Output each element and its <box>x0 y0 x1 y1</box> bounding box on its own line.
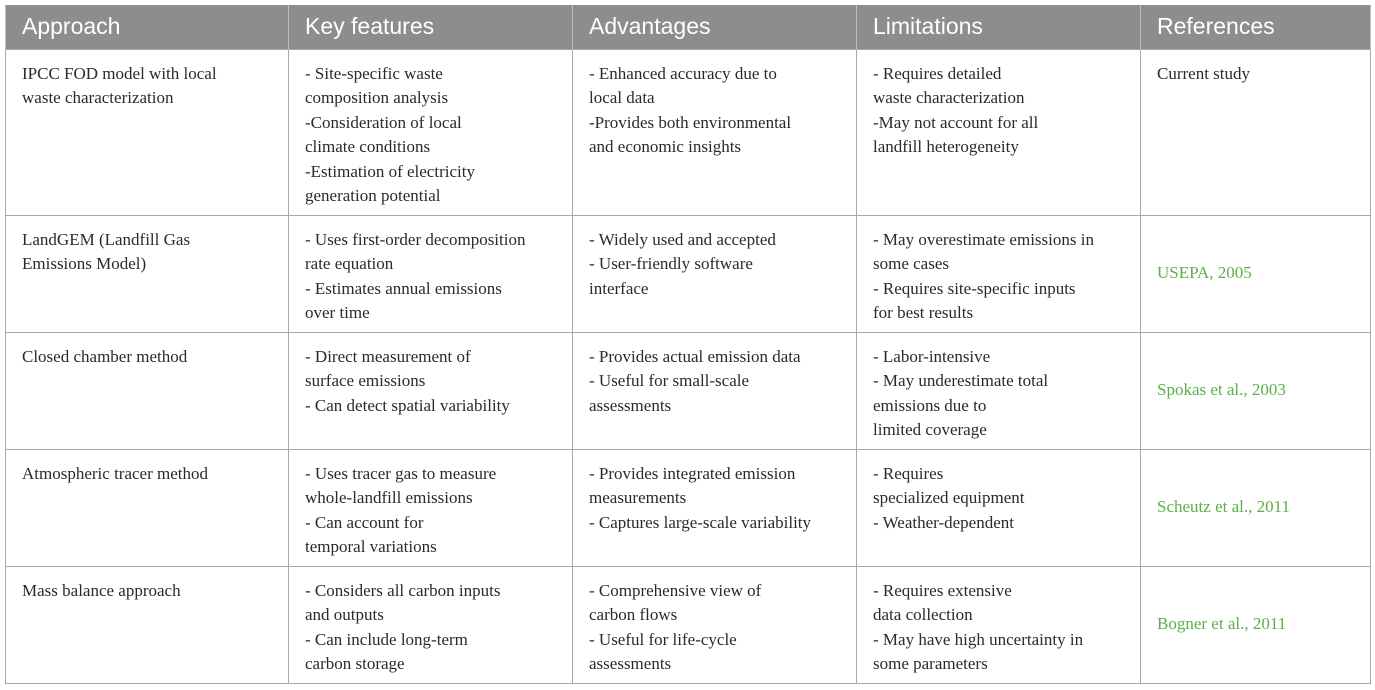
reference-link[interactable]: Spokas et al., 2003 <box>1157 380 1286 400</box>
header-references: References <box>1141 5 1371 49</box>
cell-limitations: - Labor-intensive - May underestimate total emissions due to limited coverage <box>857 332 1141 449</box>
cell-reference <box>1141 449 1371 566</box>
cell-limitations: - Requires specialized equipment - Weather-dependent <box>857 449 1141 566</box>
comparison-table-container <box>5 5 1370 684</box>
table-body <box>6 49 1371 683</box>
cell-features: - Uses tracer gas to measure whole-landfill emissions - Can account for temporal variations <box>289 449 573 566</box>
cell-features: - Considers all carbon inputs and outputs - Can include long-term carbon storage <box>289 566 573 683</box>
cell-advantages: - Comprehensive view of carbon flows - Useful for life-cycle assessments <box>573 566 857 683</box>
header-key-features: Key features <box>289 5 573 49</box>
cell-limitations: - May overestimate emissions in some cases - Requires site-specific inputs for best results <box>857 215 1141 332</box>
cell-approach: LandGEM (Landfill Gas Emissions Model) <box>6 215 289 332</box>
cell-advantages: - Provides actual emission data - Useful for small-scale assessments <box>573 332 857 449</box>
header-row <box>6 5 1371 49</box>
table-row <box>6 215 1371 332</box>
cell-reference: Current study <box>1141 49 1371 215</box>
header-advantages: Advantages <box>573 5 857 49</box>
header-approach: Approach <box>6 5 289 49</box>
reference-link[interactable]: USEPA, 2005 <box>1157 263 1252 283</box>
table-row <box>6 49 1371 215</box>
cell-reference <box>1141 332 1371 449</box>
cell-approach: Closed chamber method <box>6 332 289 449</box>
cell-limitations: - Requires detailed waste characterization -May not account for all landfill heterogeneity <box>857 49 1141 215</box>
cell-features: - Site-specific waste composition analysis -Consideration of local climate conditions -Estimation of electricity generation potential <box>289 49 573 215</box>
reference-link[interactable]: Scheutz et al., 2011 <box>1157 497 1290 517</box>
header-limitations: Limitations <box>857 5 1141 49</box>
table-header <box>6 5 1371 49</box>
cell-advantages: - Widely used and accepted - User-friendly software interface <box>573 215 857 332</box>
cell-approach: IPCC FOD model with local waste characterization <box>6 49 289 215</box>
table-row <box>6 332 1371 449</box>
reference-link[interactable]: Bogner et al., 2011 <box>1157 614 1287 634</box>
cell-reference <box>1141 566 1371 683</box>
cell-features: - Direct measurement of surface emissions - Can detect spatial variability <box>289 332 573 449</box>
comparison-table <box>5 5 1371 684</box>
table-row <box>6 566 1371 683</box>
cell-advantages: - Enhanced accuracy due to local data -Provides both environmental and economic insights <box>573 49 857 215</box>
cell-reference <box>1141 215 1371 332</box>
cell-features: - Uses first-order decomposition rate equation - Estimates annual emissions over time <box>289 215 573 332</box>
cell-advantages: - Provides integrated emission measurements - Captures large-scale variability <box>573 449 857 566</box>
cell-approach: Mass balance approach <box>6 566 289 683</box>
cell-approach: Atmospheric tracer method <box>6 449 289 566</box>
table-row <box>6 449 1371 566</box>
cell-limitations: - Requires extensive data collection - May have high uncertainty in some parameters <box>857 566 1141 683</box>
